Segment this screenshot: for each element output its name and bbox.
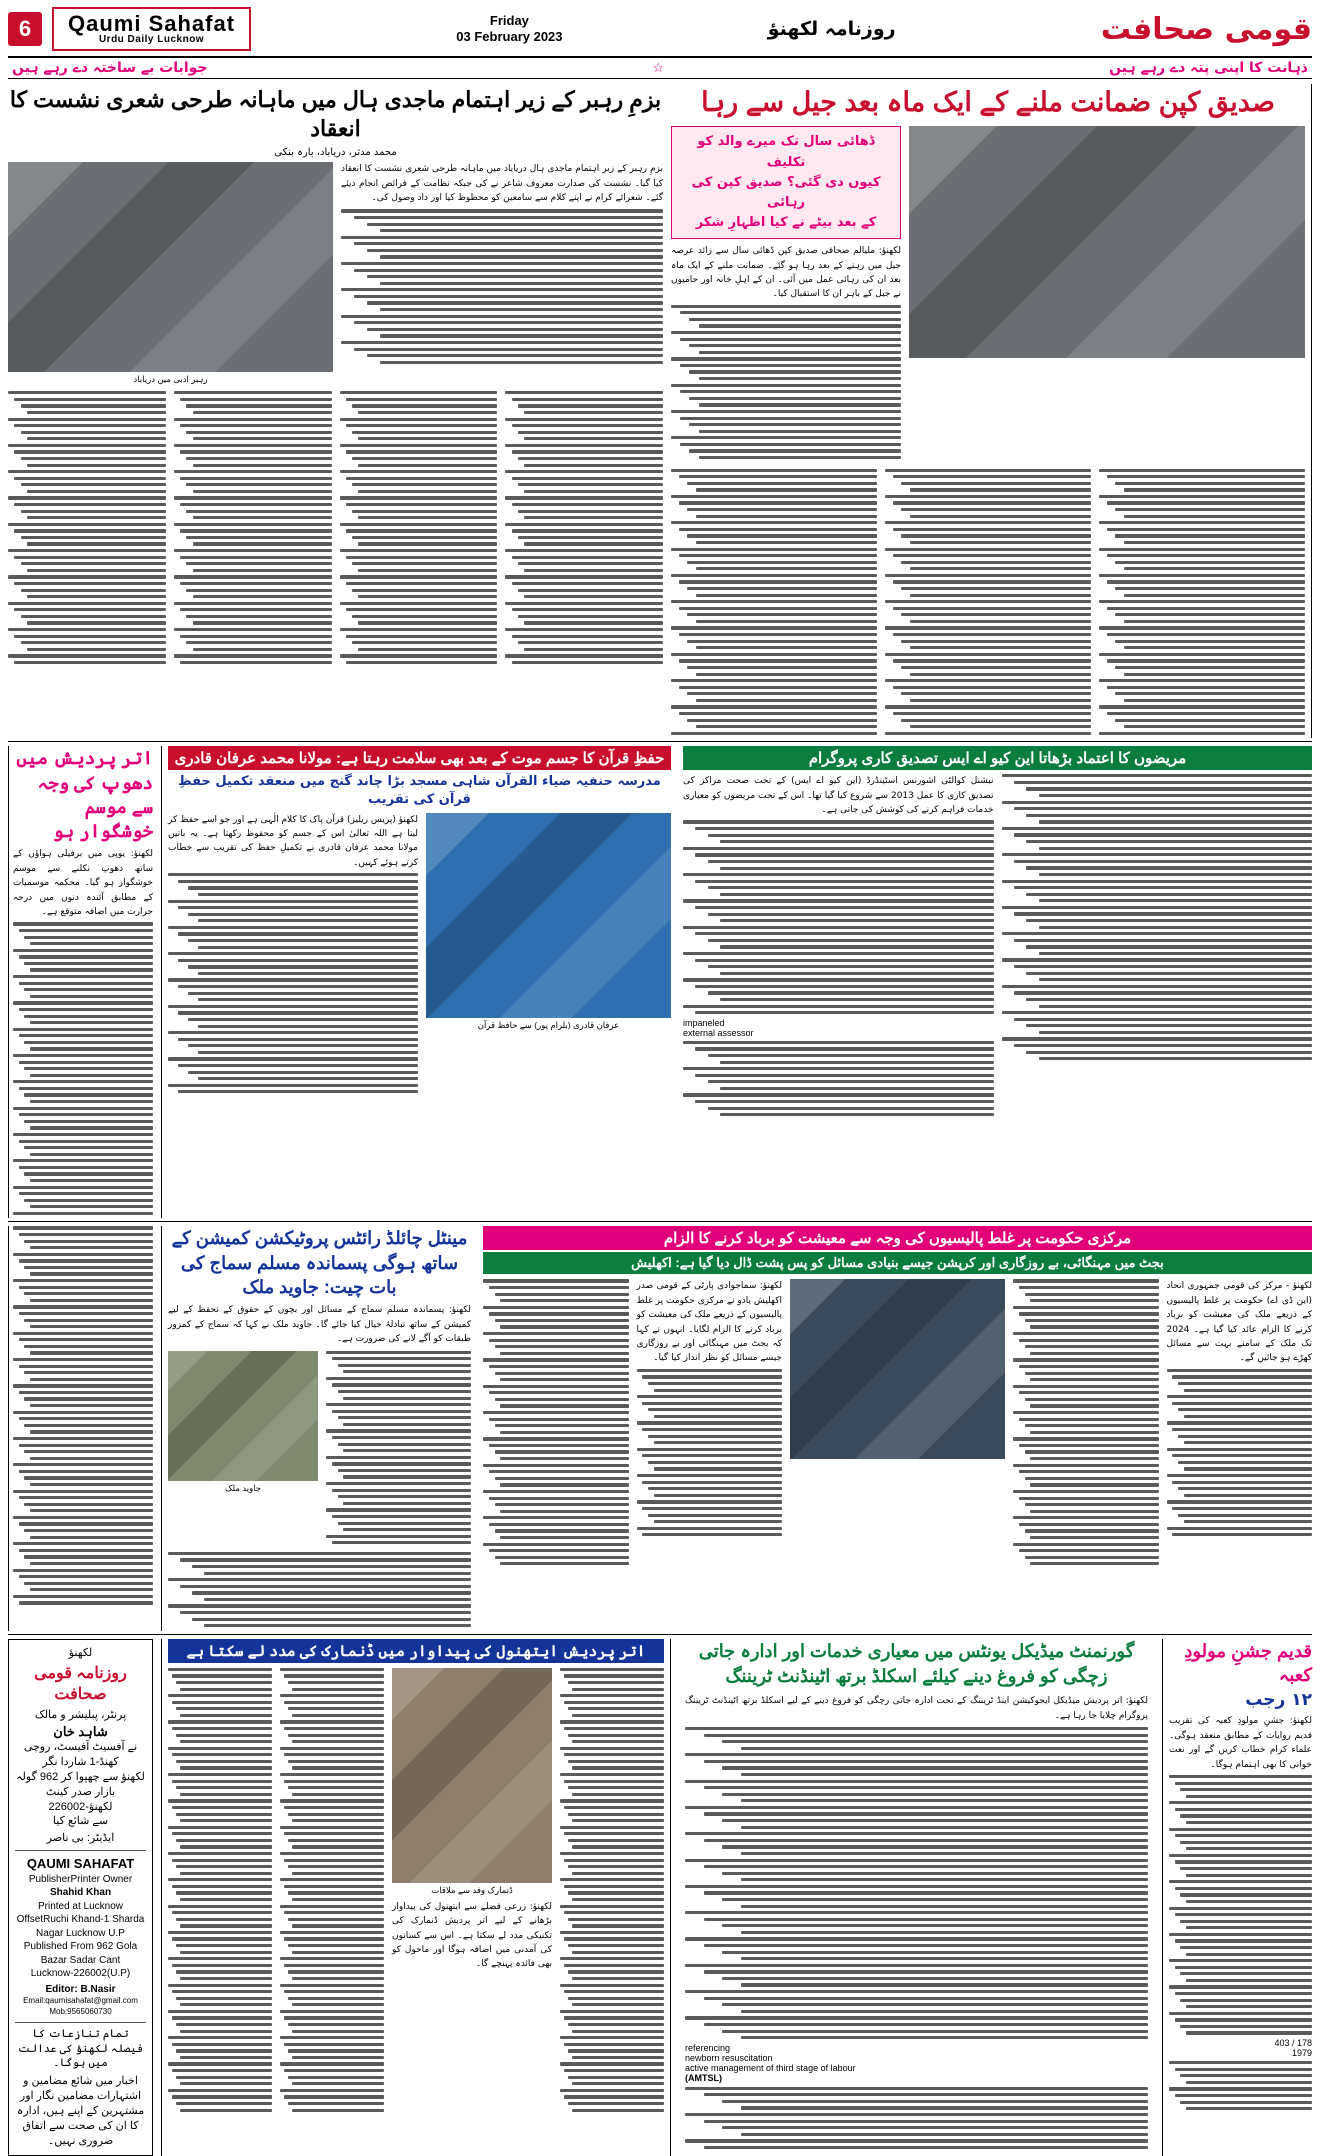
bazm-col-4	[505, 391, 663, 667]
weather-cont-block	[13, 1226, 153, 1604]
kappan-sub-3: کے بعد بیٹے نے کیا اظہارِ شکر	[695, 215, 877, 230]
nqas-text-block-2	[683, 1041, 994, 1117]
imprint-addr-5: Bazar Sadar Cant	[40, 1954, 121, 1966]
akhilesh-band-1: مرکزی حکومت پر غلط پالیسیوں کی وجہ سے معیشت کو برباد کرنے کا الزام	[483, 1226, 1312, 1250]
article-ethanol	[161, 1639, 671, 2156]
medical-term-3: active management of third stage of labour	[685, 2062, 856, 2073]
kappan-sub-1: ڈھائی سال تک میرے والد کو تکلیف	[697, 134, 875, 170]
article-bazm-rahbar	[8, 84, 663, 738]
hifz-photo	[426, 813, 671, 1018]
imprint-line-1: نے آفسیٹ آفیسٹ، روچی کھنڈ-1 شاردا نگر	[23, 1741, 138, 1769]
child-commission-headline: مینٹل چائلڈ رائٹس پروٹیکشن کمیشن کے ساتھ ہوگی پسماندہ مسلم سماج کی بات چیت: جاوید ملک	[171, 1228, 468, 1298]
imprint-paper-urdu: روزنامہ قومی صحافت	[34, 1664, 127, 1704]
nqas-term-1: impaneled	[683, 1017, 725, 1028]
akhilesh-photo	[790, 1279, 1005, 1459]
imprint-place: لکھنؤ	[68, 1646, 93, 1659]
medical-block-2	[685, 2087, 1148, 2149]
ethanol-col-4	[560, 1668, 664, 2115]
article-akhilesh	[479, 1226, 1312, 1630]
kappan-columns	[671, 469, 1305, 739]
hifz-text: لکھنؤ (پریس ریلیز) قرآن پاک کا کلام الٰہی ہے اور جو اسے حفظ کر لیتا ہے اللہ تعالیٰ اس کے جسم کو محفوظ رکھتا ہے۔ یہ باتیں مولانا محمد عرفان قادری نے تکمیلِ حفظ کی تقریب سے خطاب کرتے ہوئے کہیں۔	[168, 814, 418, 868]
medical-term-2: newborn resuscitation	[685, 2052, 773, 2063]
ethanol-col-1	[168, 1668, 272, 2115]
page-number: 6	[8, 12, 42, 46]
imprint-line-3: بازار صدر کینٹ لکھنؤ-226002	[45, 1785, 116, 1813]
ndi-col	[1013, 1279, 1159, 1568]
imprint-mobile: Mob:9565060730	[49, 2006, 112, 2016]
article-jashn	[1162, 1639, 1312, 2156]
hifz-photo-caption: عرفان قادری (بلرام پور) سے حافظ قرآن	[477, 1019, 620, 1030]
weather-text-block	[13, 922, 153, 1215]
medical-headline: گورنمنٹ میڈیکل یونٹس میں معیاری خدمات اور ادارہ جاتی زچگی کو فروغ دینے کیلئے اسکلڈ برتھ اٹینڈنٹ ٹریننگ	[698, 1640, 1135, 1686]
nqas-term-2: external assessor	[683, 1027, 754, 1038]
strap-star-icon: ☆	[652, 60, 665, 75]
jashn-address-2: 1979	[1291, 2048, 1312, 2059]
akhilesh-col-1	[483, 1279, 629, 1568]
bazm-headline: بزمِ رہبر کے زیر اہتمام ماجدی ہال میں ماہانہ طرحی شعری نشست کا انعقاد	[9, 87, 662, 141]
akhilesh-text: لکھنؤ: سماجوادی پارٹی کے قومی صدر اکھلیش یادو نے مرکزی حکومت پر غلط پالیسیوں کے ذریعے ملک کی معیشت کو برباد کرنے کا الزام لگایا۔ انہوں نے کہا کہ بجٹ میں مہنگائی اور بے روزگاری جیسے مسائل کو نظر انداز کیا گیا۔	[636, 1281, 782, 1364]
medical-text: لکھنؤ: اتر پردیش میڈیکل ایجوکیشن اینڈ ٹریننگ کے تحت ادارہ جاتی زچگی کو فروغ دینے کے لیے اسکلڈ برتھ اٹینڈنٹ ٹریننگ پروگرام چلایا جا رہا ہے۔	[685, 1696, 1148, 1721]
nqas-col-2	[1002, 774, 1313, 1119]
masthead-urdu-daily: روزنامہ لکھنؤ	[767, 18, 896, 40]
bazm-lead-text: بزمِ رہبر کے زیر اہتمام ماجدی ہال دریاباد میں ماہانہ طرحی شعری نشست کا انعقاد کیا گیا۔ نشست کی صدارت معروف شاعر نے کی جبکہ نظامت کے فرائض انجام دیئے گئے۔ شعرائے کرام نے اپنے کلام سے سامعین کو محظوظ کیا اور داد وصول کی۔	[341, 164, 663, 203]
kappan-sub-2: کیوں دی گئی؟ صدیق کپن کی رہائی	[691, 174, 881, 210]
kappan-col-1	[671, 469, 877, 739]
ethanol-col-2	[280, 1668, 384, 2115]
imprint-box	[8, 1639, 153, 2156]
bazm-col-3	[340, 391, 498, 667]
imprint-owner-en: Shahid Khan	[49, 1887, 112, 1899]
hifz-subhead: مدرسہ حنفیہ ضیاء القرآن شاہی مسجد بڑا چاند گنج میں منعقد تکمیل حفظِ قرآن کی تقریب	[178, 774, 661, 808]
weather-continued	[8, 1226, 153, 1630]
jashn-text: لکھنؤ: جشنِ مولودِ کعبہ کی تقریب قدیم روایات کے مطابق منعقد ہوگی۔ علماء کرام خطاب کریں گے اور نعت خوانی کا بھی اہتمام ہوگا۔	[1169, 1716, 1312, 1770]
article-nqas	[679, 746, 1312, 1218]
ndi-col-2	[1167, 1369, 1313, 1537]
imprint-owner-name-urdu: شاہد خان	[53, 1723, 108, 1739]
masthead-date-value: 03 February 2023	[456, 29, 563, 44]
masthead-left	[8, 7, 251, 51]
article-medical-training	[679, 1639, 1154, 2156]
strap-right: ذہانت کا اپنی پتہ دے رہے ہیں	[1109, 60, 1308, 76]
child-commission-photo	[168, 1351, 318, 1481]
jashn-date: ۱۲ رجب	[1245, 1690, 1312, 1711]
hifz-text-block	[168, 873, 418, 1093]
kappan-lead-text: لکھنؤ: ملیالم صحافی صدیق کپن ڈھائی سال سے زائد عرصہ جیل میں رہنے کے بعد رہا ہو گئے۔ ضمانت ملنے کے ایک ماہ بعد ان کی رہائی عمل میں آئی۔ ان کے اہلِ خانہ اور حامیوں نے جیل کے باہر ان کا استقبال کیا۔	[671, 246, 901, 300]
kappan-col-3	[1099, 469, 1305, 739]
medical-term-4: (AMTSL)	[685, 2072, 722, 2083]
jashn-block	[1169, 1775, 1312, 2035]
kappan-headline: صدیق کپن ضمانت ملنے کے ایک ماہ بعد جیل سے رہا	[701, 87, 1275, 117]
kappan-col-2	[885, 469, 1091, 739]
akhilesh-band-2: بجٹ میں مہنگائی، بے روزگاری اور کرپشن جیسے بنیادی مسائل کو پس پشت ڈال دیا گیا ہے: اکھلیش	[483, 1252, 1312, 1274]
hifz-band: حفظِ قرآن کا جسم موت کے بعد بھی سلامت رہتا ہے: مولانا محمد عرفان قادری	[168, 746, 671, 770]
imprint-legal-2: اخبار میں شائع مضامین و اشتہارات مضامین نگار اور مشتہرین کے اپنے ہیں، ادارہ کا ان کی صحت سے اتفاق ضروری نہیں۔	[16, 2075, 145, 2147]
bazm-text-block-a	[341, 209, 663, 363]
jashn-block-2	[1169, 2061, 1312, 2110]
imprint-role-en: PublisherPrinter Owner	[28, 1873, 133, 1885]
child-commission-bottom-block	[168, 1552, 471, 1628]
weather-text: لکھنؤ: یوپی میں برفیلی ہواؤں کے ساتھ دھوپ نکلنے سے موسم خوشگوار ہو گیا۔ محکمہ موسمیات کے مطابق آئندہ دنوں میں درجہ حرارت میں اضافہ متوقع ہے۔	[13, 849, 153, 918]
weather-headline: اتر پردیش میں دھوپ کی وجہ سے موسم خوشگوار ہو	[16, 748, 153, 842]
article-kappan	[671, 84, 1312, 738]
ethanol-text: لکھنؤ: زرعی فضلے سے ایتھنول کی پیداوار بڑھانے کے لیے اتر پردیش ڈنمارک کی تکنیکی مدد لے سکتا ہے۔ اس سے کسانوں کی آمدنی میں اضافہ ہوگا اور ماحول کو بھی فائدہ پہنچے گا۔	[392, 1901, 552, 1970]
nqas-band: مریضوں کا اعتماد بڑھاتا این کیو اے ایس تصدیق کاری پروگرام	[683, 746, 1312, 770]
bazm-columns	[8, 391, 663, 667]
ethanol-band: اتر پردیش ایتھنول کی پیداوار میں ڈنمارک کی مدد لے سکتا ہے	[168, 1639, 664, 1663]
logo-title: Qaumi Sahafat	[68, 11, 236, 37]
child-commission-col	[326, 1351, 471, 1548]
imprint-email[interactable]: Email:qaumisahafat@gmail.com	[23, 1996, 138, 2006]
imprint-line-4: سے شائع کیا	[52, 1815, 109, 1828]
bazm-byline: محمد مدثر، دریاباد، بارہ بنکی	[274, 147, 397, 159]
imprint-line-2: لکھنؤ سے چھپوا کر 962 گولہ	[16, 1770, 145, 1783]
kappan-text-block	[671, 305, 901, 459]
jashn-address-1: 403 / 178	[1274, 2038, 1312, 2049]
imprint-addr-2: OffsetRuchi Khand-1 Sharda	[16, 1914, 145, 1926]
imprint-editor-urdu: ایڈیٹر: بی ناصر	[46, 1832, 115, 1845]
logo-subtitle: Urdu Daily Lucknow	[98, 34, 205, 46]
bazm-photo-caption: رہبر ادبی میں دریاباد	[133, 374, 208, 385]
masthead-day: Friday	[489, 12, 529, 28]
masthead	[8, 6, 1312, 58]
article-hifz	[161, 746, 671, 1218]
article-weather	[8, 746, 153, 1218]
imprint-addr-6: Lucknow-226002(U.P)	[30, 1968, 131, 1980]
bazm-col-2	[174, 391, 332, 667]
imprint-owner-role-urdu: پرنٹر، پبلیشر و مالک	[34, 1708, 127, 1721]
nqas-text: نیشنل کوالٹی اشورنس اسٹینڈرڈ (این کیو اے ایس) کے تحت صحت مراکز کی تصدیق کاری کا عمل 2013 سے شروع کیا گیا تھا۔ اس کے تحت مریضوں کو معیاری خدمات فراہم کرنے کی کوشش کی جاتی ہے۔	[683, 776, 994, 816]
child-commission-photo-caption: جاوید ملک	[224, 1482, 262, 1493]
masthead-date	[456, 13, 562, 46]
ndi-text: لکھنؤ - مرکز کی قومی جمہوری اتحاد (این ڈی اے) حکومت پر غلط پالیسیوں کے ذریعے ملک کی معیشت کو برباد کرنے کا الزام عائد کیا گیا ہے۔ 2024 تک ملک کے سامنے بہت سے مسائل کھڑے ہو جائیں گے۔	[1166, 1281, 1312, 1364]
article-child-commission	[161, 1226, 471, 1630]
bazm-col-1	[8, 391, 166, 667]
nqas-text-block-1	[683, 820, 994, 1014]
bazm-photo	[8, 162, 333, 372]
imprint-title-en: QAUMI SAHAFAT	[26, 1856, 135, 1872]
akhilesh-col-2	[637, 1369, 783, 1537]
imprint-addr-3: Nagar Lucknow U.P	[36, 1927, 125, 1939]
imprint-editor-en: Editor: B.Nasir	[45, 1983, 116, 1995]
ethanol-photo-caption: ڈنمارک وفد سے ملاقات	[431, 1884, 513, 1895]
medical-block-1	[685, 1727, 1148, 2039]
child-commission-text: لکھنؤ: پسماندہ مسلم سماج کے مسائل اور بچوں کے حقوق کے تحفظ کے لیے کمیشن کے ساتھ تبادلۂ خیال کیا جائے گا۔ جاوید ملک نے کہا کہ سماج کے کمزور طبقات کو آگے لانے کی ضرورت ہے۔	[168, 1305, 471, 1345]
masthead-urdu-title: قومی صحافت	[1100, 11, 1312, 47]
imprint-addr-1: Printed at Lucknow	[37, 1900, 124, 1912]
medical-term-1: referencing	[685, 2042, 731, 2053]
jashn-headline: قدیم جشنِ مولودِ کعبہ	[1184, 1640, 1312, 1686]
kappan-photo	[909, 126, 1305, 358]
paper-logo	[52, 7, 251, 51]
imprint-legal-1: تمام تنازعات کا فیصلہ لکھنؤ کی عدالت میں ہوگا۔	[17, 2027, 144, 2070]
imprint-addr-4: Published From 962 Gola	[23, 1941, 138, 1953]
strap-left: جوابات بے ساختہ دے رہے ہیں	[12, 60, 208, 76]
ethanol-photo	[392, 1668, 552, 1883]
